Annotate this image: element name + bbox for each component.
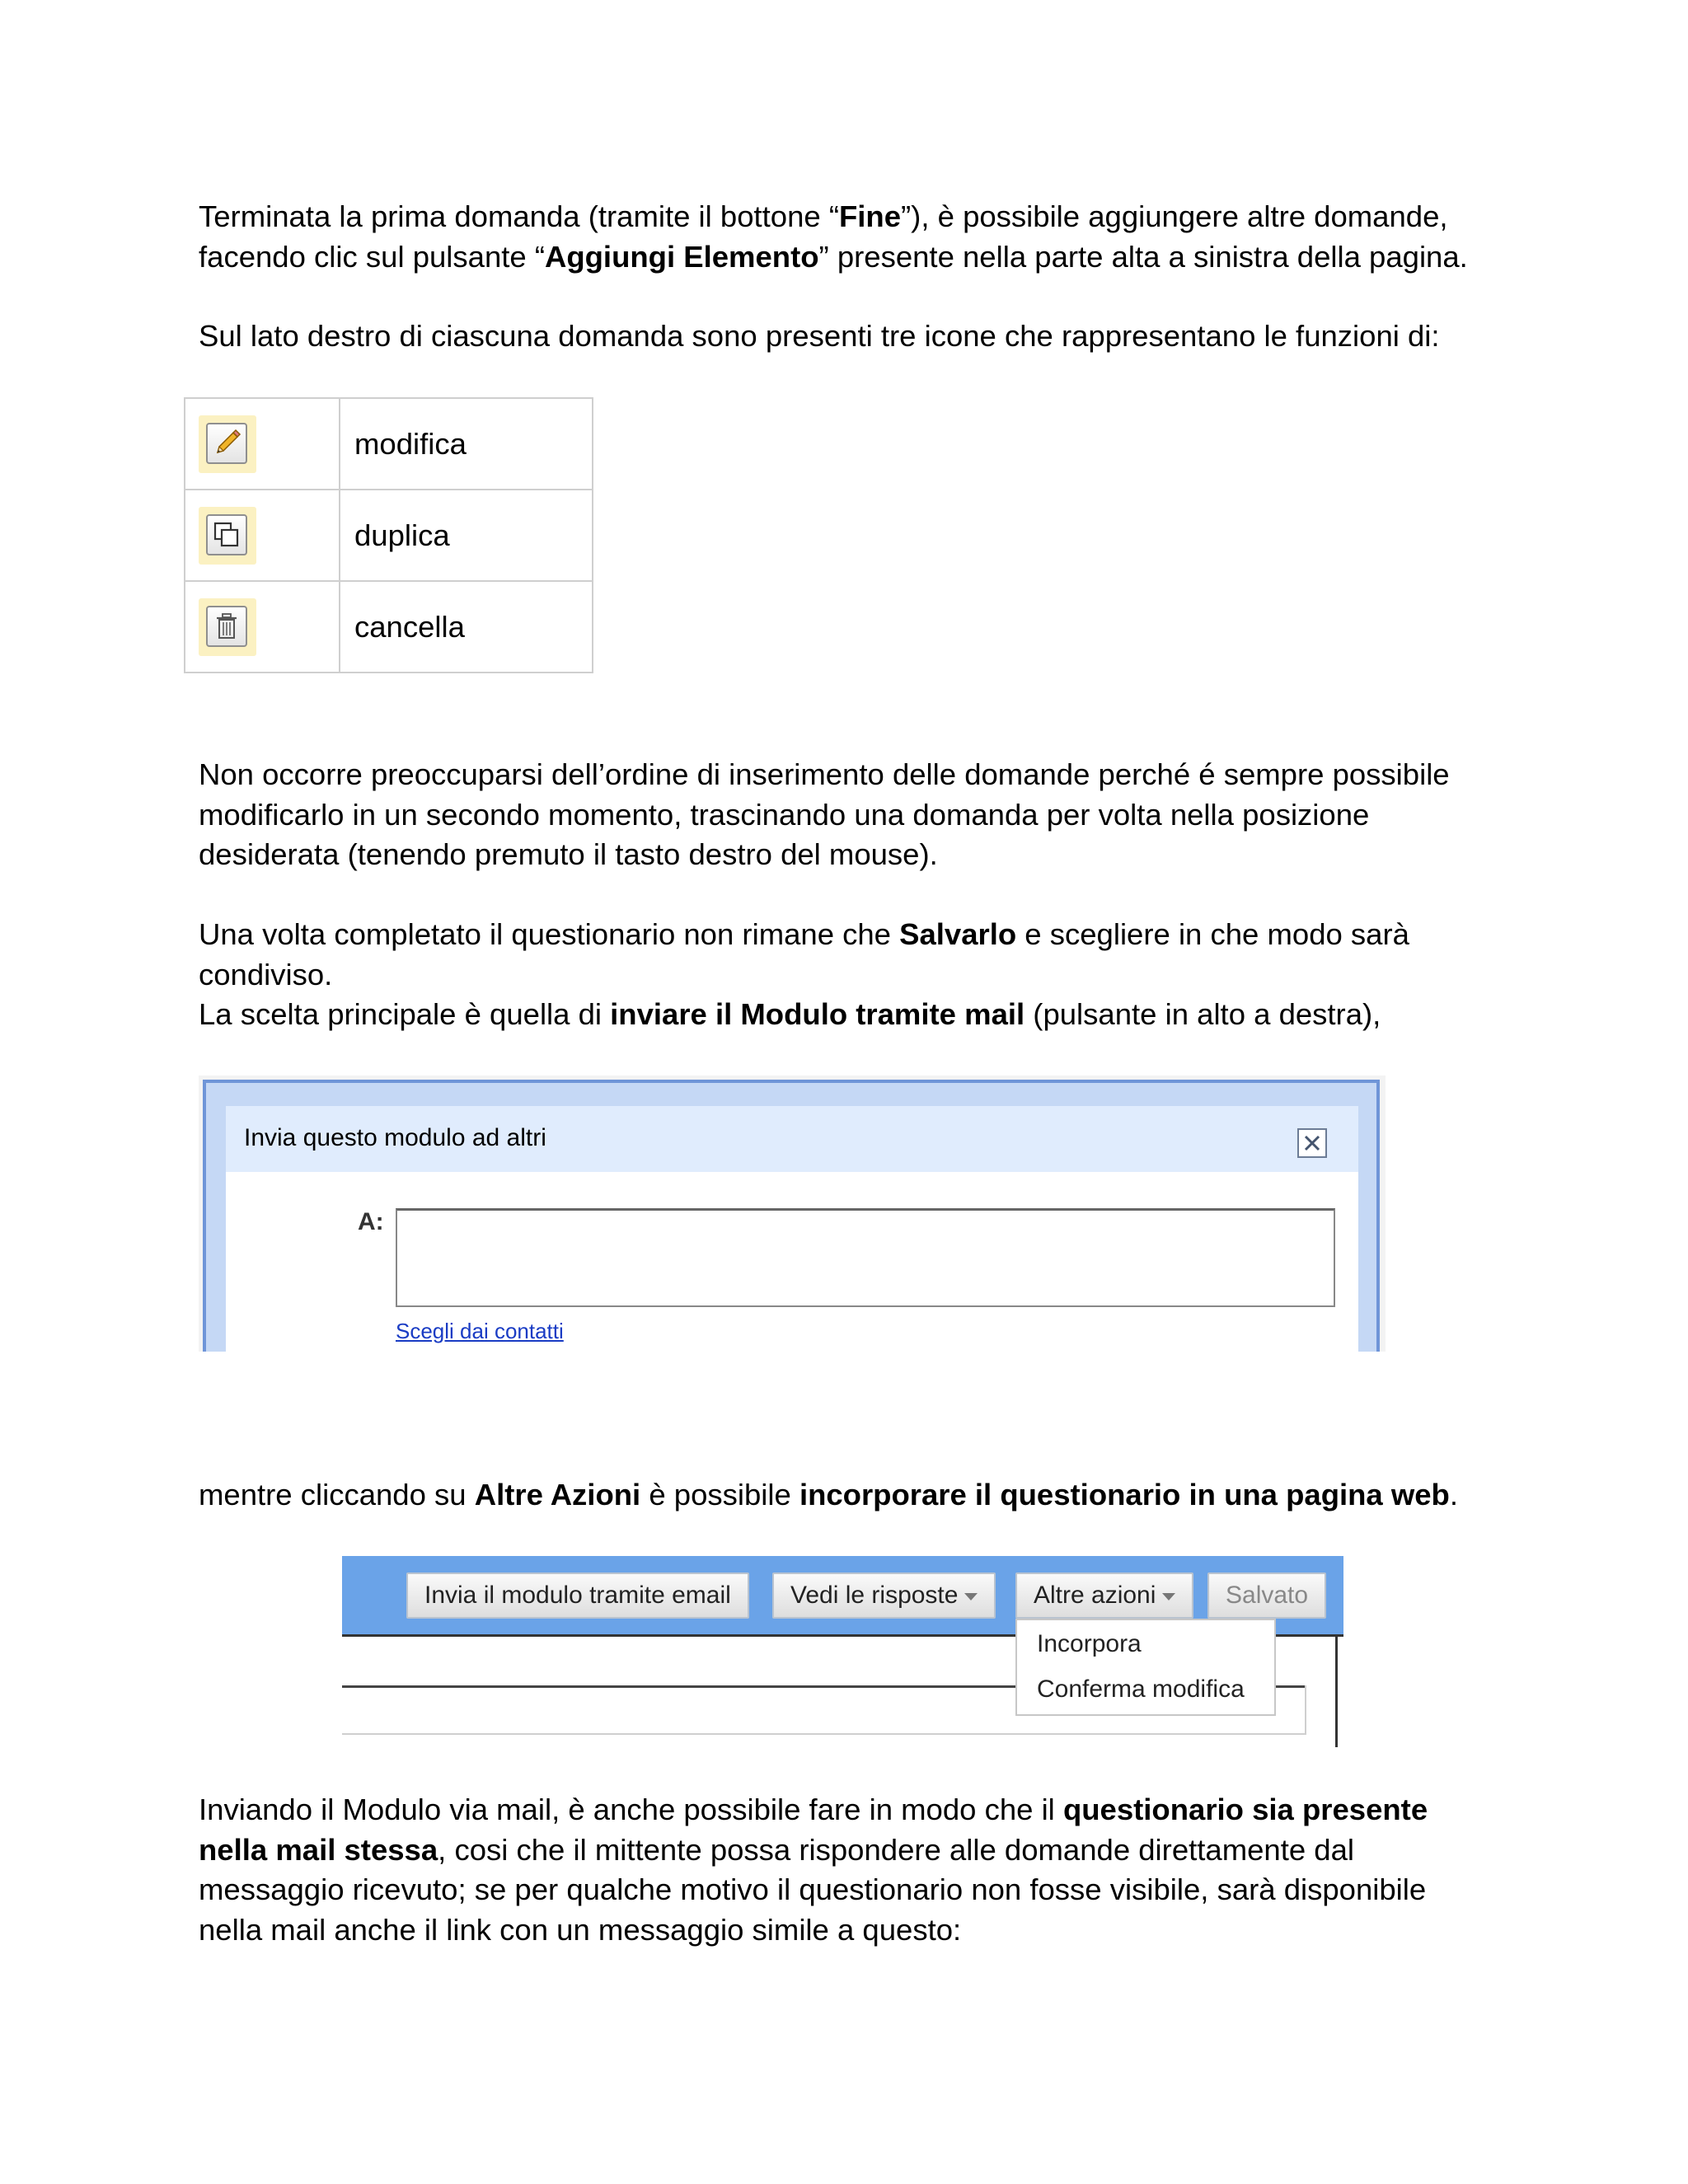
text-run: , cosi che il mittente possa rispondere alle domande direttamente dal	[438, 1832, 1354, 1867]
button-label: Salvato	[1226, 1582, 1309, 1609]
more-actions-menu	[1015, 1619, 1276, 1716]
duplicate-icon[interactable]	[206, 514, 247, 555]
button-label: Altre azioni	[1034, 1582, 1156, 1609]
menu-item-incorpora[interactable]: Incorpora	[1037, 1630, 1142, 1657]
chevron-down-icon	[964, 1593, 978, 1601]
pencil-icon[interactable]	[206, 423, 247, 464]
paragraph-order	[199, 755, 1517, 875]
text-run: condiviso.	[199, 957, 333, 991]
dialog-body	[226, 1106, 1358, 1355]
bold-incorporare: incorporare il questionario in una pagina web	[799, 1478, 1450, 1511]
text-run: Una volta completato il questionario non rimane che	[199, 917, 900, 951]
paragraph-mail	[199, 1790, 1517, 1950]
text-run: Inviando il Modulo via mail, è anche possibile fare in modo che il	[199, 1793, 1063, 1826]
paragraph-intro	[199, 197, 1517, 277]
text-run: messaggio ricevuto; se per qualche motivo il questionario non fosse visibile, sarà disponibile	[199, 1872, 1427, 1906]
text-run: ”), è possibile aggiungere altre domande,	[901, 199, 1448, 233]
text-run: desiderata (tenendo premuto il tasto destro del mouse).	[199, 837, 938, 871]
duplicate-icon-highlight	[199, 507, 256, 565]
divider	[1335, 1635, 1338, 1747]
to-label: A:	[358, 1208, 384, 1235]
button-label: Invia il modulo tramite email	[424, 1582, 731, 1609]
icon-cell	[185, 490, 340, 581]
divider	[342, 1733, 1306, 1735]
icon-cell	[185, 581, 340, 673]
bold-questionario-presente: questionario sia presente	[1062, 1793, 1428, 1826]
text-run: La scelta principale è quella di	[199, 997, 611, 1031]
bold-aggiungi-elemento: Aggiungi Elemento	[544, 239, 819, 274]
menu-item-conferma-modifica[interactable]: Conferma modifica	[1037, 1675, 1245, 1703]
close-icon[interactable]	[1297, 1128, 1327, 1158]
text-run: e scegliere in che modo sarà	[1016, 917, 1409, 951]
recipients-input[interactable]	[396, 1208, 1335, 1307]
table-row	[185, 490, 593, 581]
table-row	[185, 398, 593, 490]
bold-mail-stessa: nella mail stessa	[199, 1832, 438, 1867]
paragraph-save	[199, 915, 1517, 1035]
more-actions-button[interactable]	[1015, 1572, 1193, 1619]
bold-inviare-modulo: inviare il Modulo tramite mail	[610, 997, 1025, 1031]
text-run: modificarlo in un secondo momento, trascinando una domanda per volta nella posizione	[199, 797, 1370, 832]
icon-functions-table	[184, 397, 593, 673]
dialog-title: Invia questo modulo ad altri	[244, 1124, 546, 1151]
toolbar-screenshot	[342, 1556, 1343, 1747]
text-run: Terminata la prima domanda (tramite il bottone “	[199, 199, 839, 233]
trash-icon[interactable]	[206, 606, 247, 647]
paragraph-icons-intro: Sul lato destro di ciascuna domanda sono presenti tre icone che rappresentano le funzioni di:	[199, 319, 1440, 353]
text-run: (pulsante in alto a destra),	[1025, 997, 1381, 1031]
paragraph-more-actions	[199, 1475, 1517, 1516]
saved-button[interactable]	[1207, 1572, 1326, 1619]
function-label: modifica	[340, 398, 593, 490]
text-run: nella mail anche il link con un messaggio simile a questo:	[199, 1912, 962, 1947]
text-run: Non occorre preoccuparsi dell’ordine di inserimento delle domande perché é sempre possibile	[199, 757, 1450, 791]
divider	[1305, 1685, 1306, 1735]
view-responses-button[interactable]	[772, 1572, 996, 1619]
bold-fine: Fine	[838, 199, 902, 233]
function-label: cancella	[340, 581, 593, 673]
dialog-frame	[203, 1080, 1380, 1352]
text-run: è possibile	[640, 1478, 799, 1511]
bold-salvarlo: Salvarlo	[899, 917, 1017, 951]
table-row	[185, 581, 593, 673]
text-run: ” presente nella parte alta a sinistra della pagina.	[818, 239, 1468, 274]
text-run: facendo clic sul pulsante “	[199, 239, 545, 274]
choose-contacts-link[interactable]: Scegli dai contatti	[396, 1319, 564, 1343]
button-label: Vedi le risposte	[790, 1582, 959, 1609]
text-run: mentre cliccando su	[199, 1478, 475, 1511]
chevron-down-icon	[1162, 1593, 1175, 1601]
function-label: duplica	[340, 490, 593, 581]
trash-icon-highlight	[199, 598, 256, 656]
bold-altre-azioni: Altre Azioni	[474, 1478, 641, 1511]
send-email-button[interactable]	[406, 1572, 749, 1619]
icon-cell	[185, 398, 340, 490]
send-form-dialog-screenshot	[199, 1076, 1386, 1352]
text-run: .	[1449, 1478, 1459, 1511]
edit-icon-highlight	[199, 415, 256, 473]
dialog-title-bar	[226, 1106, 1358, 1172]
